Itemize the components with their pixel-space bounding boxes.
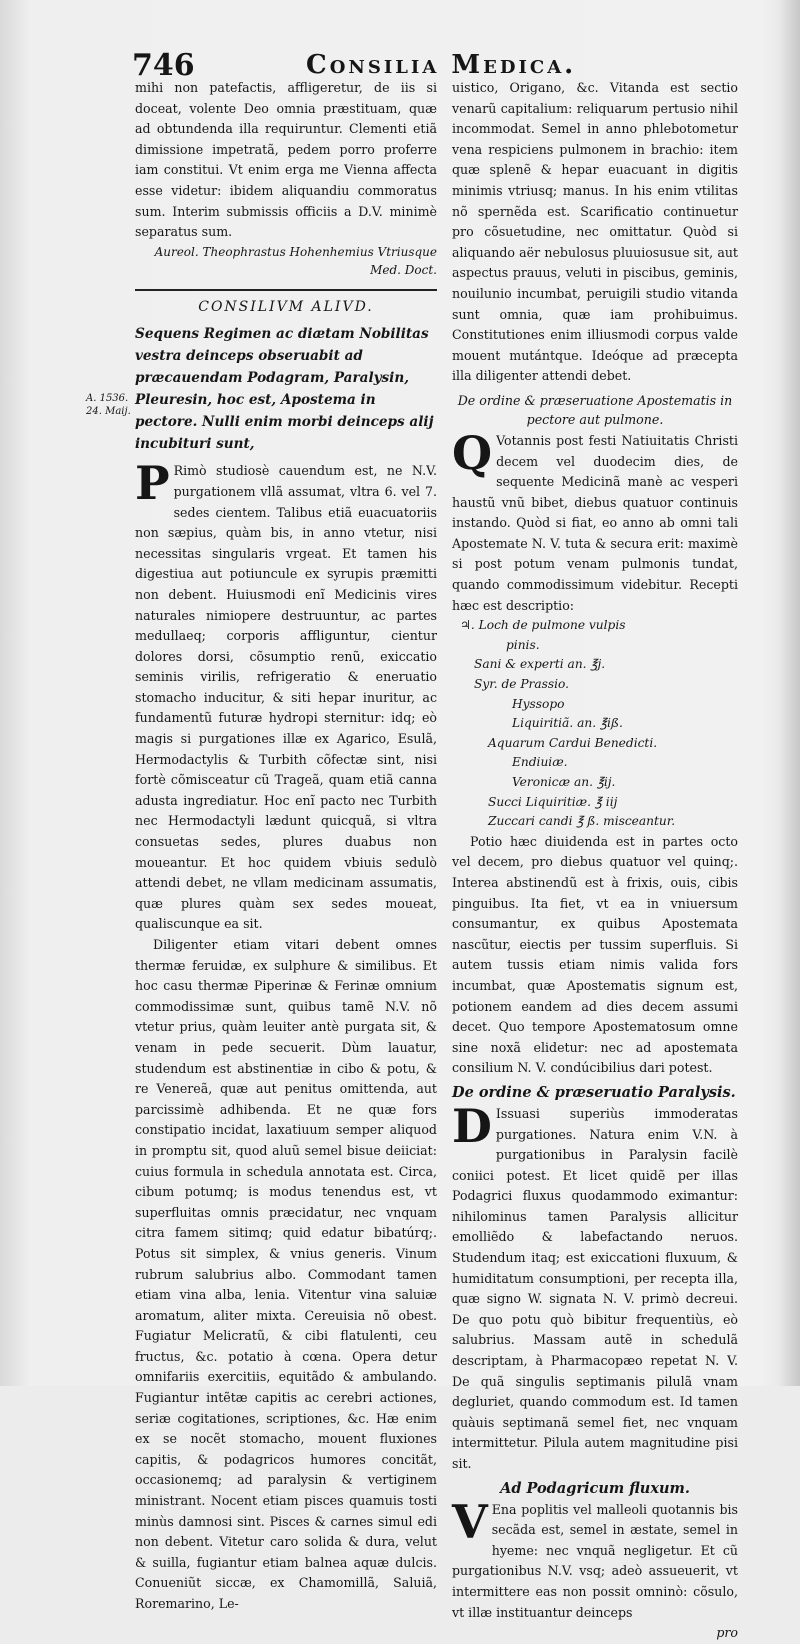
paragraph-quotannis [452, 425, 738, 616]
section-heading: CONSILIVM ALIVD. [198, 298, 374, 315]
paragraph-primo [135, 456, 437, 935]
recipe-line: Hyssopo [512, 696, 565, 711]
paragraph-primo-text: Rimò studiosè cauendum est, ne N.V. purgationem vllã assumat, vltra 6. vel 7. sedes cientem. Talibus etiã euacuatoriis non sæpius, quàm bis, in anno vtetur, nisi necessitas singularis vrgeat. Et tamen his digestiua aut potiuncule ex syrupis præmitti non debent. Huiusmodi enĩ Medicinis vires naturales nimiopere destruuntur, ac partes medullaeq; corporis affliguntur, cientur dolores dorsi, cõsumptio renũ, exiccatio seminis virilis, refrigeratio & eneruatio stomacho inducitur, & siti hepar inuritur, ac fundamentũ futuræ hydropi sternitur: idq; eò magis si purgationes illæ ex Agarico, Esulã, Hermodactylis & Turbith cõfectæ sint, nisi fortè cõmisceatur cũ Trageã, quam etiã canna adusta ingrediatur. Hoc enĩ pacto nec Turbith nec Hermodactyli lædunt quicquã, si vltra consuetas sedes, plures duabus non moueantur. Et hoc quidem vbiuis sedulò attendi debet, ne vllam medicinam assumatis, quæ plures quàm sex sedes moueat, qualiscunque ea sit. [135, 463, 437, 932]
right-opening-text: uistico, Origano, &c. Vitanda est sectio venarũ capitalium: reliquarum pertusio nihil incommodat. Semel in anno phlebotometur vena respiciens pulmonem in brachio: item quæ splenẽ & hepar euacuant in digitis minimis vtriusq; manus. In his enim vtilitas nõ spernẽda est. Scarificatio continuetur pro cõsuetudine, nec omittatur. Quòd si aliquando aër nebulosus pluuiosusue sit, aut aspectus prauus, veluti in piscibus, geminis, nouilunio incumbat, peruigili studio vitanda sunt omnia, quæ iam prohibuimus. Constitutiones enim illiusmodi corpus valde mouent mutántque. Ideóque ad præcepta illa diligenter attendi debet. [452, 80, 738, 384]
margin-note-date: 24. Maij. [86, 406, 131, 417]
subheading-podagra: Ad Podagricum fluxum. [500, 1479, 690, 1497]
subheading-paralysis: De ordine & præseruatio Paralysis. [452, 1083, 736, 1101]
drop-cap-d: D [452, 1098, 492, 1153]
recipe-line: Veronicæ an. ℥ij. [512, 775, 616, 789]
section-lead: Sequens Regimen ac diætam Nobilitas vestra deinceps obseruabit ad præcauendam Podagram, Paralysin, Pleuresin, hoc est, Apostema in pectore. Nulli enim morbi deinceps alij incubituri sunt, [135, 326, 434, 453]
margin-note [86, 392, 136, 418]
left-opening-text: mihi non patefactis, affligeretur, de iis si doceat, volente Deo omnia præstituam, quæ ad obtundenda illa requiruntur. Clementi etiã dimissione impetratã, pedem porro proferre iam constitui. Vt enim erga me Vienna affecta esse videtur: ibidem aliquandiu commoratus sum. Interim submissis officiis a D.V. minimè separatus sum. [135, 80, 437, 240]
paragraph-dissuasi-text: Issuasi superiùs immoderatas purgationes. Natura enim V.N. à purgationibus in Paralysin facilè coniici potest. Et licet quidẽ per illas Podagrici fluxus quodammodo eximantur: nihilominus tamen Paralysis allicitur emolliẽdo & labefactando neruos. Studendum itaq; est exiccationi fluxuum, & humiditatum consumptioni, per recepta illa, quæ signo W. signata N. V. primò decreui. De quo potu quò bibitur frequentiùs, eò salubrius. Massam autẽ in schedulã descriptam, à Pharmacopæo repetat N. V. De quã singulis septimanis pilulã vnam degluriet, quando commodum est. Id tamen quàuis septimanã semel fiet, nec vnquam intermittetur. Pilula autem magnitudine pisi sit. [452, 1105, 738, 1471]
drop-cap-p: P [135, 456, 170, 511]
recipe-line: Succi Liquiritiæ. ℥ iij [488, 794, 618, 809]
signature-line-2: Med. Doct. [370, 262, 437, 277]
running-title: Consilia Medica. [306, 50, 577, 80]
recipe-line: Sani & experti an. ℥j. [474, 657, 606, 672]
paragraph-dissuasi [452, 1098, 738, 1475]
recipe-line: Zuccari candi ℥ ß. misceantur. [488, 814, 676, 829]
recipe-line: Endiuiæ. [512, 755, 568, 770]
recipe-line: Liquiritiã. an. ℥iß. [512, 716, 623, 731]
paragraph-diligenter: Diligenter etiam vitari debent omnes thermæ feruidæ, ex sulphure & similibus. Et hoc casu thermæ Piperinæ & Ferinæ omnium commodissimæ sunt, quibus tamẽ N.V. nõ vtetur prius, quàm leuiter antè purgata sit, & venam in pede secuerit. Dùm lauatur, studendum est abstinentiæ in cibo & potu, & re Venereã, quæ aut penitus omittenda, aut parcissimè adhibenda. Et ne quæ fors constipatio incidat, laxatiuum semper aliquod in promptu sit, quod aluũ semel bisue deiiciat: cuius formula in schedula annotata est. Circa, cibum potumq; is modus tenendus est, vt superfluitas omnis præcidatur, nec vnquam citra famem sitimq; quid edatur bibatúrq;. Potus sit simplex, & vnius generis. Vinum rubrum salubrius albo. Commodant tamen etiam vina alba, lenia. Vitentur vina saluiæ aromatum, aliter mixta. Cereuisia nõ obest. Fugiatur Melicratũ, & cibi flatulenti, ceu fructus, &c. potatio à cœna. Opera detur omnifariis exercitiis, equitãdo & ambulando. Fugiantur intẽtæ capitis ac cerebri actiones, seriæ cogitationes, scriptiones, &c. Hæ enim ex se nocẽt stomacho, mouent fluxiones capitis, & podagricos humores concitãt, occasionemq; ad paralysin & vertiginem ministrant. Nocent etiam pisces quamuis tosti minùs damnosi sint. Pisces & carnes simul edi non debent. Vitetur caro solida & dura, velut & suilla, fugiantur etiam balnea aquæ dulcis. Conueniũt siccæ, ex Chamomillã, Saluiã, Roremarino, Le- [135, 937, 437, 1611]
recipe-line: Aquarum Cardui Benedicti. [488, 735, 658, 750]
recipe-list [452, 616, 738, 832]
paragraph-quotannis-text: Votannis post festi Natiuitatis Christi decem vel duodecim dies, de sequente Medicinã manè ac vesperi haustũ vnũ bibet, diebus quatuor continuis instando. Quòd si fiat, eo anno ab omni tali Apostemate N. V. tuta & secura erit: maximè si post potum venam pulmonis tundat, quando commodissimum videbitur. Recepti hæc est descriptio: [452, 432, 738, 613]
right-column [452, 78, 738, 1644]
drop-cap-q: Q [452, 425, 493, 480]
catchword: pro [716, 1625, 738, 1641]
section-divider [135, 289, 437, 291]
drop-cap-v: V [452, 1494, 488, 1549]
recipe-line: pinis. [506, 637, 540, 652]
subheading-apostema: De ordine & præseruatione Apostematis in pectore aut pulmone. [457, 392, 733, 427]
recipe-line: Syr. de Prassio. [474, 677, 570, 692]
margin-note-year: A. 1536. [86, 393, 129, 404]
signature-line-1: Aureol. Theophrastus Hohenhemius Vtriusque [154, 244, 437, 259]
recipe-line: ♃. Loch de pulmone vulpis [460, 618, 626, 633]
paragraph-vena-text: Ena poplitis vel malleoli quotannis bis secãda est, semel in æstate, semel in hyeme: nec vnquã negligetur. Et cũ purgationibus N.V. vsq; adeò assueuerit, vt intermittere eas non possit omninò: cõsulo, vt illæ instituantur deinceps [452, 1501, 738, 1620]
left-column [135, 78, 437, 1615]
page-spine-shadow [778, 0, 800, 1386]
paragraph-vena [452, 1494, 738, 1624]
paragraph-potio: Potio hæc diuidenda est in partes octo vel decem, pro diebus quatuor vel quinq;. Interea abstinendũ est à frixis, ouis, cibis pinguibus. Ita fiet, vt ea in vniuersum consumantur, ex quibus Apostemata nascũtur, eiectis per tussim superfluis. Si autem tussis etiam nimis valida fors incumbat, quæ Apostematis signum est, potionem eandem ad dies decem assumi decet. Quo tempore Apostematosum omne sine noxã elidetur: nec ad apostemata consilium N. V. condúcibilius dari potest. [452, 833, 738, 1076]
page-number: 746 [132, 48, 195, 83]
